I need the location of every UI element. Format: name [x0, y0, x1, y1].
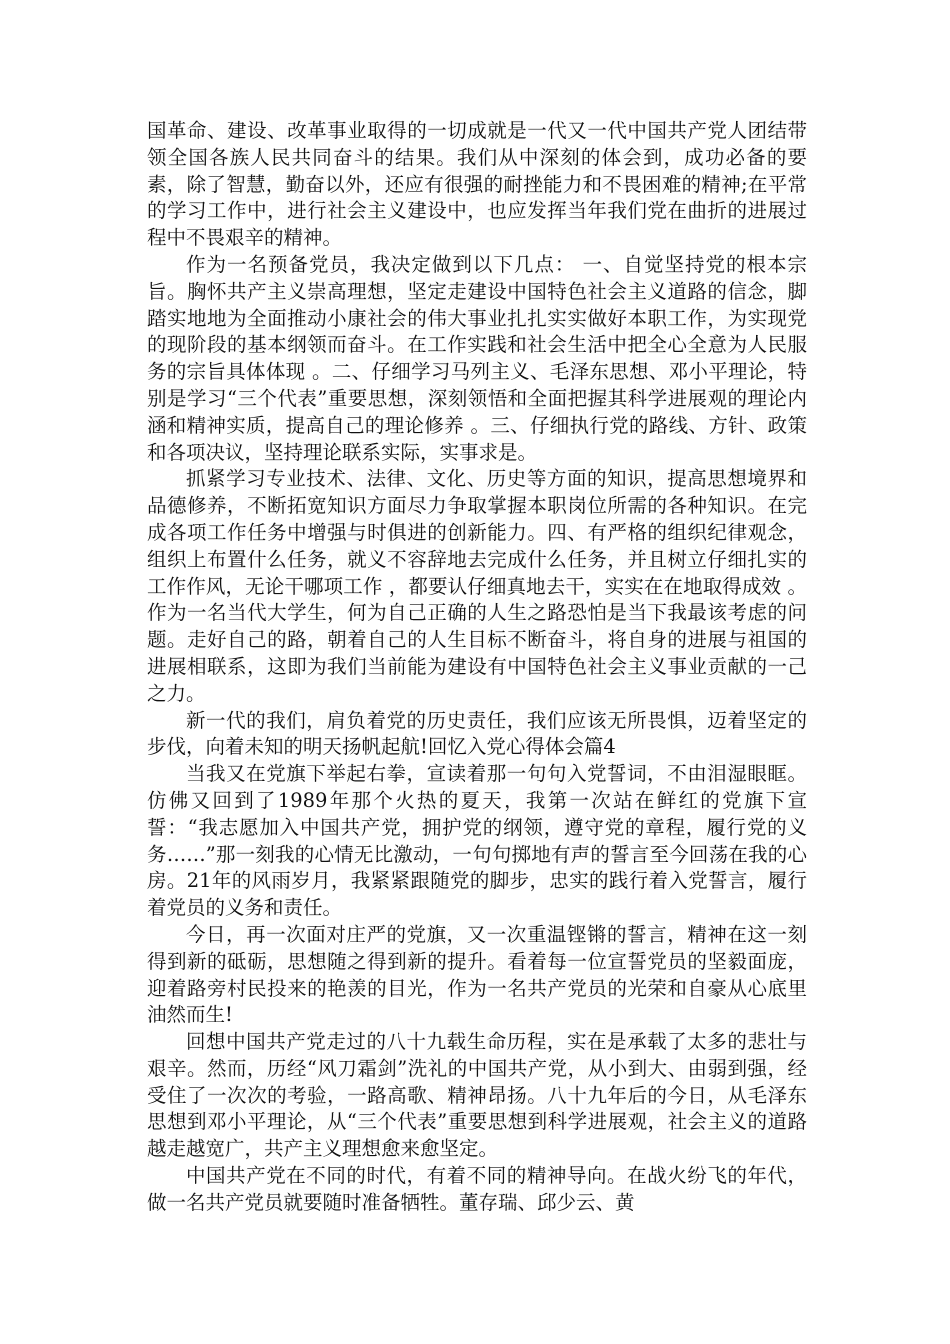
paragraph-7: 回想中国共产党走过的八十九载生命历程，实在是承载了太多的悲壮与艰辛。然而，历经“风刀霜剑”洗礼的中国共产党，从小到大、由弱到强，经受住了一次次的考验，一路高歌、精神昂扬。八十九年后的今日，从毛泽东思想到邓小平理论，从“三个代表”重要思想到科学进展观，社会主义的道路越走越宽广，共产主义理想愈来愈坚定。 — [147, 1030, 807, 1161]
document-body — [147, 118, 807, 1217]
paragraph-6: 今日，再一次面对庄严的党旗，又一次重温铿锵的誓言，精神在这一刻得到新的砥砺，思想随之得到新的提升。看着每一位宣誓党员的坚毅面庞，迎着路旁村民投来的艳羡的目光，作为一名共产党员的光荣和自豪从心底里油然而生! — [147, 922, 807, 1027]
paragraph-1: 国革命、建设、改革事业取得的一切成就是一代又一代中国共产党人团结带领全国各族人民共同奋斗的结果。我们从中深刻的体会到，成功必备的要素，除了智慧，勤奋以外，还应有很强的耐挫能力和不畏困难的精神;在平常的学习工作中，进行社会主义建设中，也应发挥当年我们党在曲折的进展过程中不畏艰辛的精神。 — [147, 119, 807, 250]
paragraph-8: 中国共产党在不同的时代，有着不同的精神导向。在战火纷飞的年代，做一名共产党员就要随时准备牺牲。董存瑞、邱少云、黄 — [147, 1164, 807, 1214]
paragraph-5: 当我又在党旗下举起右拳，宣读着那一句句入党誓词，不由泪湿眼眶。仿佛又回到了1989年那个火热的夏天，我第一次站在鲜红的党旗下宣誓：“我志愿加入中国共产党，拥护党的纲领，遵守党的章程，履行党的义务……”那一刻我的心情无比激动，一句句掷地有声的誓言至今回荡在我的心房。21年的风雨岁月，我紧紧跟随党的脚步，忠实的践行着入党誓言，履行着党员的义务和责任。 — [147, 762, 807, 920]
paragraph-4: 新一代的我们，肩负着党的历史责任，我们应该无所畏惧，迈着坚定的步伐，向着未知的明天扬帆起航!回忆入党心得体会篇4 — [147, 708, 807, 759]
paragraph-3: 抓紧学习专业技术、法律、文化、历史等方面的知识，提高思想境界和品德修养，不断拓宽知识方面尽力争取掌握本职岗位所需的各种知识。在完成各项工作任务中增强与时俱进的创新能力。四、有严格的组织纪律观念，组织上布置什么任务，就义不容辞地去完成什么任务，并且树立仔细扎实的工作作风，无论干哪项工作 ，都要认仔细真地去干，实实在在地取得成效 。 作为一名当代大学生，何为自己正确的人生之路恐怕是当下我最该考虑的问题。走好自己的路，朝着自己的人生目标不断奋斗，将自身的进展与祖国的进展相联系，这即为我们当前能为建设有中国特色社会主义事业贡献的一己之力。 — [147, 467, 807, 705]
paragraph-2: 作为一名预备党员，我决定做到以下几点： 一、自觉坚持党的根本宗旨。胸怀共产主义崇高理想，坚定走建设中国特色社会主义道路的信念，脚踏实地地为全面推动小康社会的伟大事业扎扎实实做好本职工作，为实现党的现阶段的基本纲领而奋斗。在工作实践和社会生活中把全心全意为人民服务的宗旨具体体现 。二、仔细学习马列主义、毛泽东思想、邓小平理论，特别是学习“三个代表”重要思想，深刻领悟和全面把握其科学进展观的理论内涵和精神实质，提高自己的理论修养 。三、仔细执行党的路线、方针、政策和各项决议，坚持理论联系实际，实事求是。 — [147, 252, 807, 464]
